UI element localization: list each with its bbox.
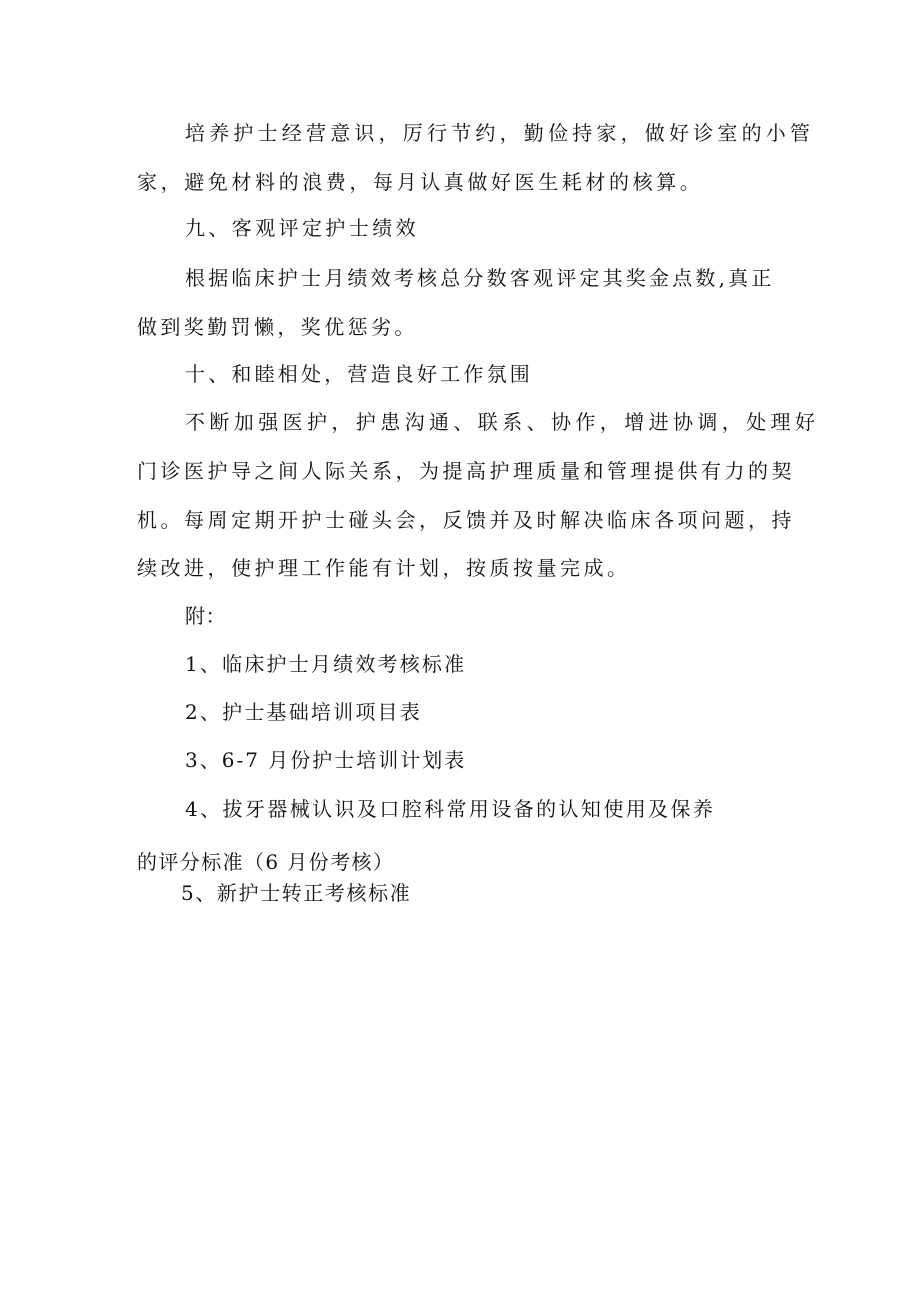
section-heading-9: 九、客观评定护士绩效: [185, 216, 419, 240]
paragraph-economy-line-1: 培养护士经营意识，厉行节约，勤俭持家，做好诊室的小管: [185, 121, 815, 145]
appendix-item-5: 5、新护士转正考核标准: [181, 881, 412, 905]
paragraph-10-line-1: 不断加强医护，护患沟通、联系、协作，增进协调，处理好: [185, 410, 820, 434]
appendix-item-4: 4、拔牙器械认识及口腔科常用设备的认知使用及保养: [185, 797, 716, 821]
paragraph-10-line-3: 机。每周定期开护士碰头会，反馈并及时解决临床各项问题，持: [137, 508, 795, 532]
paragraph-10-line-4: 续改进，使护理工作能有计划，按质按量完成。: [137, 556, 631, 580]
appendix-label: 附：: [185, 604, 226, 628]
appendix-item-4-continuation: 的评分标准（6 月份考核）: [137, 850, 395, 874]
appendix-item-1: 1、临床护士月绩效考核标准: [185, 652, 467, 676]
appendix-item-3: 3、6-7 月份护士培训计划表: [185, 748, 467, 772]
section-heading-10: 十、和睦相处，营造良好工作氛围: [185, 362, 533, 386]
paragraph-9-line-1: 根据临床护士月绩效考核总分数客观评定其奖金点数,真正: [185, 266, 775, 290]
paragraph-9-line-2: 做到奖勤罚懒，奖优惩劣。: [137, 315, 418, 339]
paragraph-economy-line-2: 家，避免材料的浪费，每月认真做好医生耗材的核算。: [137, 170, 704, 194]
appendix-item-2: 2、护士基础培训项目表: [185, 700, 422, 724]
paragraph-10-line-2: 门诊医护导之间人际关系，为提高护理质量和管理提供有力的契: [137, 459, 795, 483]
